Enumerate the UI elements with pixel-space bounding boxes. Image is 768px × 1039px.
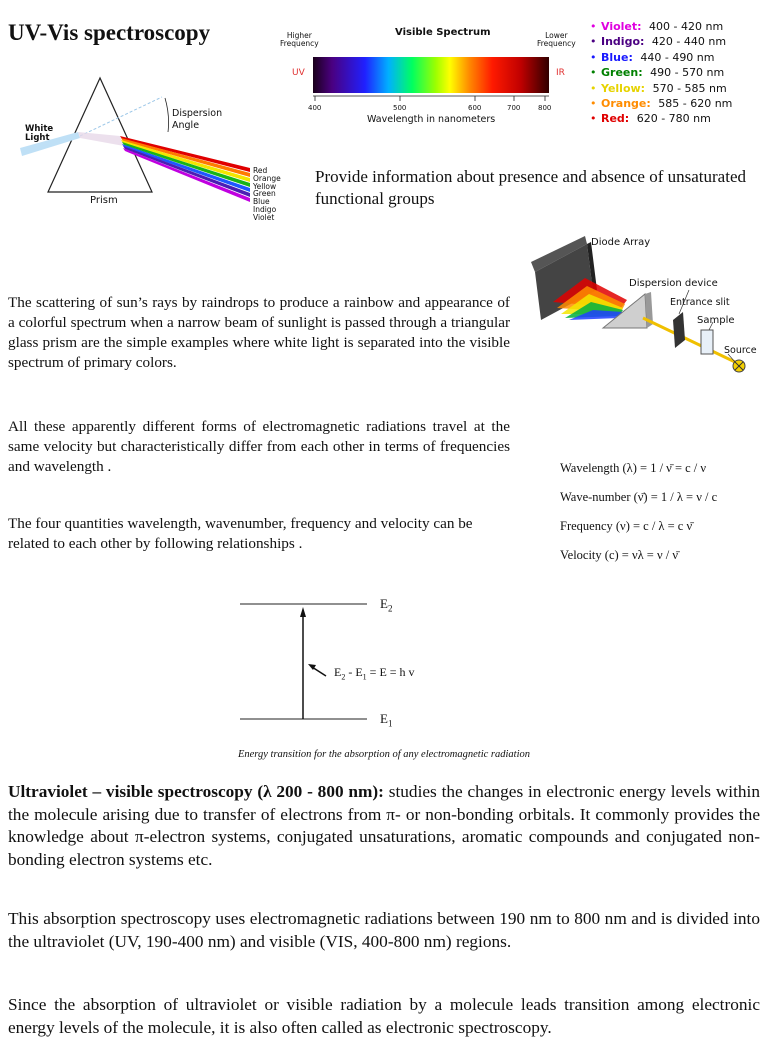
prism-color-label: Yellow bbox=[253, 181, 277, 191]
sample-label: Sample bbox=[697, 315, 735, 326]
prism-color-label: Green bbox=[253, 189, 276, 199]
legend-row bbox=[590, 81, 732, 96]
legend-row bbox=[590, 96, 732, 111]
legend-range: 620 - 780 nm bbox=[633, 112, 711, 126]
diode-array-label: Diode Array bbox=[591, 237, 651, 248]
legend-bullet: • bbox=[590, 97, 597, 111]
uv-vis-description: studies the changes in electronic energy levels within the molecule arising due to transfer of electrons from π- or non-bonding orbitals. It commonly provides the knowledge about π-electron systems, conjugated unsaturations, aromatic compounds and conjugated non-bonding electron systems etc. bbox=[8, 782, 760, 869]
energy-diagram bbox=[230, 595, 380, 730]
tick-800: 800 bbox=[538, 104, 552, 112]
dispersion-angle-label: Dispersion Angle bbox=[172, 108, 223, 131]
legend-row bbox=[590, 111, 732, 126]
legend-color-name: Orange: bbox=[601, 97, 651, 111]
higher-frequency-label: Higher Frequency bbox=[280, 31, 319, 48]
legend-row bbox=[590, 19, 732, 34]
paragraph-absorption: This absorption spectroscopy uses electromagnetic radiations between 190 nm to 800 nm and is divided into the ultraviolet (UV, 190-400 nm) and visible (VIS, 400-800 nm) regions. bbox=[8, 909, 760, 951]
page-title: UV-Vis spectroscopy bbox=[8, 20, 211, 45]
legend-row bbox=[590, 34, 732, 49]
info-text: Provide information about presence and absence of unsaturated functional groups bbox=[315, 167, 746, 208]
paragraph-em-radiation: All these apparently different forms of electromagnetic radiations travel at the same velocity but characteristically differ from each other in terms of frequencies and wavelength . bbox=[8, 418, 510, 475]
legend-bullet: • bbox=[590, 20, 597, 33]
energy-level-e1: $E_1$ bbox=[380, 711, 393, 729]
legend-range: 585 - 620 nm bbox=[654, 97, 733, 111]
tick-600: 600 bbox=[468, 104, 482, 112]
instrument-diagram bbox=[525, 232, 768, 382]
legend-range: 490 - 570 nm bbox=[646, 66, 725, 80]
formula-wavenumber: Wave-number (ν̄) = 1 / λ = ν / c bbox=[560, 490, 718, 504]
prism-color-label: Red bbox=[253, 166, 268, 175]
prism-diagram bbox=[20, 70, 290, 230]
uv-vis-heading: Ultraviolet – visible spectroscopy (λ 200 - 800 nm): bbox=[8, 782, 384, 801]
legend-bullet: • bbox=[590, 50, 597, 64]
spectrum-title: Visible Spectrum bbox=[395, 27, 491, 38]
tick-400: 400 bbox=[308, 104, 322, 112]
spectrum-axis-label: Wavelength in nanometers bbox=[367, 114, 496, 125]
legend-color-name: Indigo: bbox=[601, 35, 645, 49]
spectrum-axis bbox=[300, 93, 562, 105]
legend-range: 570 - 585 nm bbox=[649, 81, 727, 95]
prism-color-label: Indigo bbox=[253, 204, 277, 214]
entrance-slit-label: Entrance slit bbox=[670, 297, 730, 308]
formula-wavelength: Wavelength (λ) = 1 / ν̄ = c / ν bbox=[560, 461, 707, 475]
paragraph-rainbow: The scattering of sun’s rays by raindrops to produce a rainbow and appearance of a colorful spectrum when a narrow beam of sunlight is passed through a triangular glass prism are the simple examples where white light is separated into the visible spectrum of primary colors. bbox=[8, 294, 510, 371]
ir-label: IR bbox=[556, 68, 565, 78]
prism-color-labels bbox=[253, 167, 281, 222]
spectrum-bar bbox=[313, 57, 549, 93]
paragraph-electronic: Since the absorption of ultraviolet or visible radiation by a molecule leads transition among electronic energy levels of the molecule, it is also often called as electronic spectroscopy. bbox=[8, 995, 760, 1037]
prism-color-label: Violet bbox=[253, 212, 275, 222]
energy-level-e2: $E_2$ bbox=[380, 596, 393, 614]
source-label: Source bbox=[724, 345, 757, 356]
legend-bullet: • bbox=[590, 81, 597, 95]
paragraph-relationships: The four quantities wavelength, wavenumber, frequency and velocity can be related to each other by following relationships . bbox=[8, 515, 473, 552]
legend-row bbox=[590, 50, 732, 65]
legend-row bbox=[590, 65, 732, 80]
color-legend bbox=[590, 19, 732, 127]
lower-frequency-label: Lower Frequency bbox=[537, 31, 576, 48]
dispersion-device-label: Dispersion device bbox=[629, 278, 718, 289]
legend-range: 400 - 420 nm bbox=[645, 20, 724, 33]
formula-frequency: Frequency (ν) = c / λ = c ν̄ bbox=[560, 519, 693, 533]
legend-bullet: • bbox=[590, 66, 597, 80]
legend-color-name: Green: bbox=[601, 66, 643, 80]
paragraph-uv-vis bbox=[8, 781, 760, 871]
prism-label: Prism bbox=[90, 195, 118, 206]
legend-bullet: • bbox=[590, 35, 597, 49]
formula-velocity: Velocity (c) = νλ = ν / ν̄ bbox=[560, 548, 678, 562]
legend-color-name: Blue: bbox=[601, 50, 633, 64]
energy-caption: Energy transition for the absorption of any electromagnetic radiation bbox=[237, 749, 531, 760]
tick-500: 500 bbox=[393, 104, 407, 112]
legend-color-name: Violet: bbox=[601, 20, 642, 33]
legend-range: 420 - 440 nm bbox=[648, 35, 727, 49]
legend-color-name: Red: bbox=[601, 112, 630, 126]
prism-color-label: Orange bbox=[253, 173, 281, 183]
white-light-label: White Light bbox=[25, 124, 54, 143]
legend-color-name: Yellow: bbox=[601, 81, 646, 95]
legend-range: 440 - 490 nm bbox=[636, 50, 715, 64]
uv-label: UV bbox=[292, 68, 305, 78]
tick-700: 700 bbox=[507, 104, 521, 112]
prism-color-label: Blue bbox=[253, 197, 270, 207]
energy-equation: $E_2 - E_1 = E = h$ v bbox=[334, 665, 415, 682]
legend-bullet: • bbox=[590, 112, 597, 126]
